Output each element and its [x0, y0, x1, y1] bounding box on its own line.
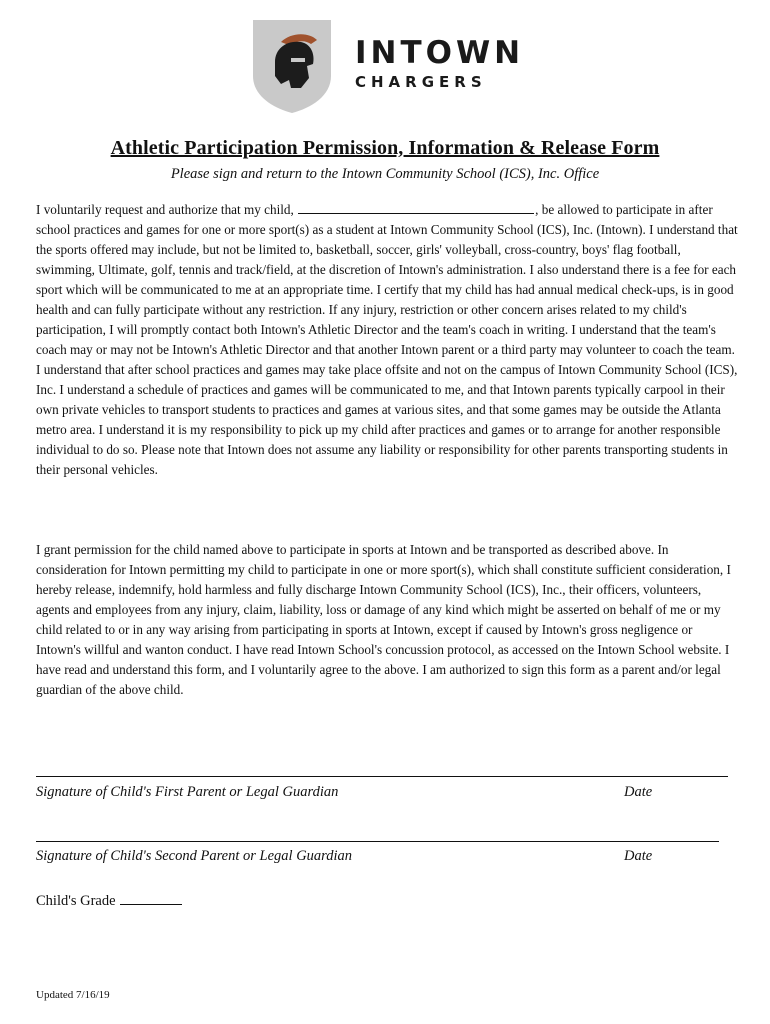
knight-helmet-icon — [251, 18, 333, 114]
child-grade-row — [36, 892, 182, 910]
second-date-label: Date — [624, 848, 653, 864]
form-subtitle: Please sign and return to the Intown Community School (ICS), Inc. Office — [170, 166, 600, 182]
updated-date: Updated 7/16/19 — [36, 989, 110, 1001]
second-signature-label: Signature of Child's Second Parent or Legal Guardian — [36, 848, 353, 864]
second-signature-line[interactable] — [36, 841, 719, 842]
logo-line-2: CHARGERS — [355, 73, 487, 91]
paragraph-1-start: I voluntarily request and authorize that my child, — [36, 202, 298, 217]
child-grade-field[interactable] — [120, 892, 182, 905]
child-name-field[interactable] — [298, 201, 534, 214]
first-date-label: Date — [624, 784, 653, 800]
logo-wordmark — [355, 36, 524, 92]
first-signature-line[interactable] — [36, 776, 728, 777]
form-title: Athletic Participation Permission, Information & Release Form — [110, 137, 660, 159]
child-grade-label: Child's Grade — [36, 893, 116, 909]
paragraph-1-rest: , be allowed to participate in after school practices and games for one or more sport(s) as a student at Intown Community School (ICS), Inc. (Intown). I understand that the sports offered may include, but not be limited to, basketball, soccer, girls' volleyball, cross-country, boys' flag football, swimming, Ultimate, golf, tennis and track/field, at the discretion of Intown's administration. I also understand there is a fee for each sport which will be communicated to me at an appropriate time. I certify that my child has had annual medical check-ups, is in good health and can fully participate without any restriction. If any injury, restriction or other concern arises related to my child's participation, I will promptly contact both Intown's Athletic Director and the team's coach in writing. I understand that the team's coach may or may not be Intown's Athletic Director and that another Intown parent or a third party may volunteer to coach the team. I understand that after school practices and games may take place offsite and not on the campus of Intown Community School (ICS), Inc. I understand a schedule of practices and games will be communicated to me, and that Intown parents typically carpool in their own private vehicles to transport students to practices and games at various sites, and that some games may be outside the Atlanta metro area. I understand it is my responsibility to pick up my child after practices and games or to arrange for another responsible individual to do so. Please note that Intown does not assume any liability or responsibility for other parents transporting students in their personal vehicles. — [36, 202, 738, 477]
release-paragraph: I grant permission for the child named above to participate in sports at Intown and be transported as described above. In consideration for Intown permitting my child to participate in one or more sport(s), which shall constitute sufficient consideration, I hereby release, indemnify, hold harmless and fully discharge Intown Community School (ICS), Inc., their officers, volunteers, agents and employees from any injury, claim, liability, loss or damage of any kind which might be asserted on behalf of me or my child related to or in any way arising from participating in sports at Intown, except if caused by Intown's gross negligence or Intown's willful and wanton conduct. I have read Intown School's concussion protocol, as accessed on the Intown School website. I have read and understand this form, and I voluntarily agree to the above. I am authorized to sign this form as a parent and/or legal guardian of the above child. — [36, 542, 731, 697]
participation-paragraph — [36, 200, 738, 480]
school-logo — [251, 18, 525, 118]
logo-line-1: INTOWN — [355, 35, 525, 71]
first-signature-label: Signature of Child's First Parent or Legal Guardian — [36, 784, 339, 800]
